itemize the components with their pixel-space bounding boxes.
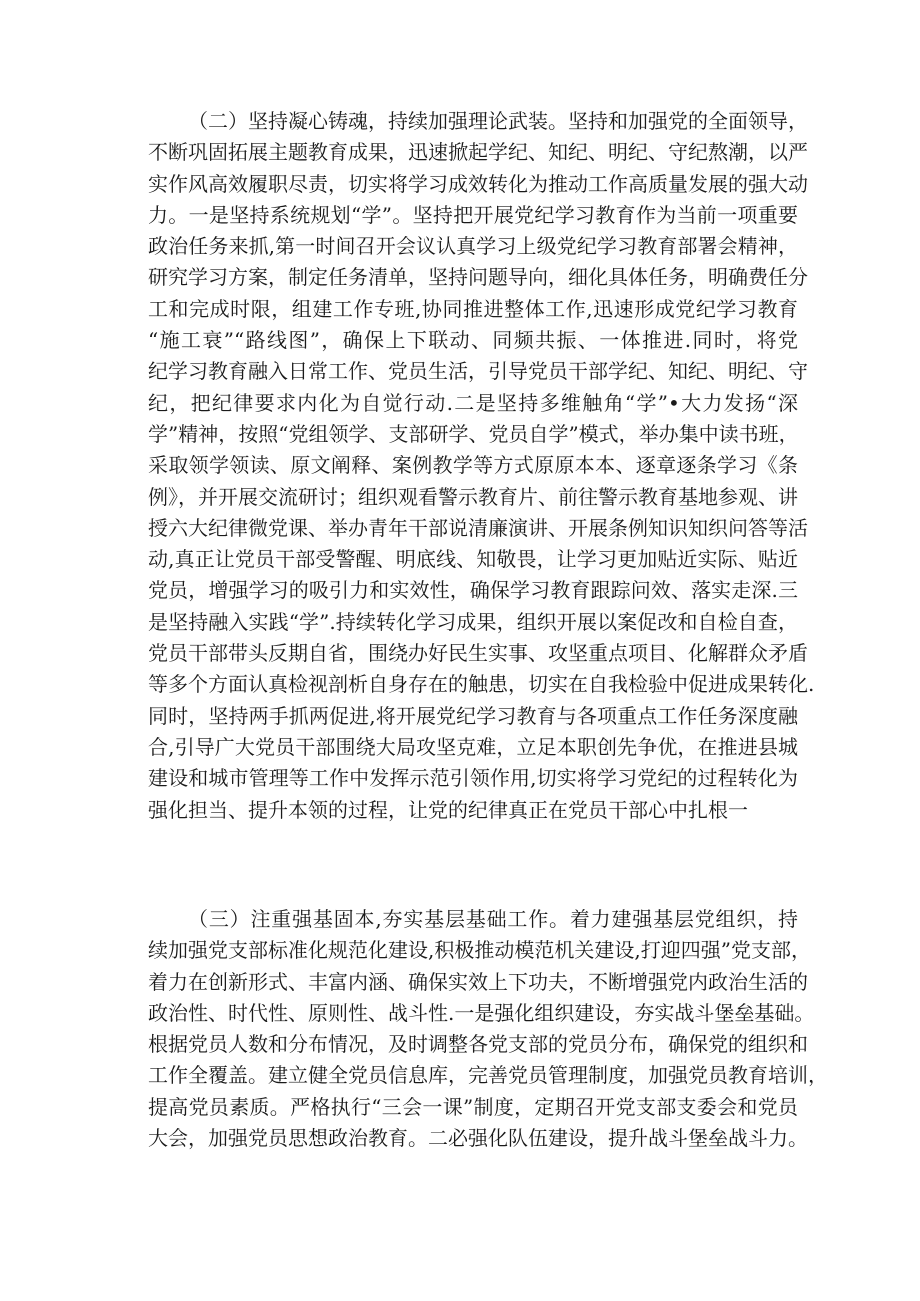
text-line: 续加强党支部标准化规范化建设,积极推动模范机关建设,打迎四强”党支部， — [148, 938, 811, 963]
text-line: （二）坚持凝心铸魂，持续加强理论武装。坚持和加强党的全面领导， — [188, 109, 808, 133]
text-line: 纪，把纪律要求内化为自觉行动.二是坚持多维触角“学”•大力发扬“深 — [148, 390, 798, 415]
text-line: 实作风高效履职尽责，切实将学习成效转化为推动工作高质量发展的强大动 — [148, 171, 808, 196]
text-line: 建设和城市管理等工作中发挥示范引领作用,切实将学习党纪的过程转化为 — [148, 766, 798, 791]
text-line: “施工衰”“路线图”，确保上下联动、同频共振、一体推进.同时，将党 — [148, 328, 798, 353]
text-line: 政治性、时代性、原则性、战斗性.一是强化组织建设，夯实战斗堡垒基础。 — [148, 1000, 815, 1025]
text-line: 不断巩固拓展主题教育成果，迅速掀起学纪、知纪、明纪、守纪熬潮，以严 — [148, 140, 808, 165]
text-line: 同时，坚持两手抓两促进,将开展党纪学习教育与各项重点工作任务深度融 — [148, 703, 798, 728]
text-line: 采取领学领读、原文阐释、案例教学等方式原原本本、逐章逐条学习《条 — [148, 453, 798, 478]
text-line: 例》，并开展交流研讨；组织观看警示教育片、前往警示教育基地参观、讲 — [148, 484, 798, 509]
text-line: 等多个方面认真检视剖析自身存在的触患，切实在自我检验中促进成果转化. — [148, 672, 815, 697]
text-line: 研究学习方案，制定任务清单，坚持问题导向，细化具体任务，明确费任分 — [148, 265, 808, 290]
text-line: 提高党员素质。严格执行“三会一课”制度，定期召开党支部支委会和党员 — [148, 1094, 798, 1119]
text-line: 党员干部带头反期自省，围绕办好民生实事、攻坚重点项目、化解群众矛盾 — [148, 641, 808, 666]
text-line: 学”精神，按照“党组领学、支部研学、党员自学”模式，举办集中读书班， — [148, 421, 799, 446]
text-line: 动,真正让党员干部受警醒、明底线、知敬畏，让学习更加贴近实际、贴近 — [148, 547, 798, 572]
text-line: 大会，加强党员思想政治教育。二必强化队伍建设，提升战斗堡垒战斗力。 — [148, 1126, 808, 1151]
text-line: 工作全覆盖。建立健全党员信息库，完善党员管理制度，加强党员教育培训， — [148, 1063, 828, 1088]
text-line: 合,引导广大党员干部围绕大局攻坚克难，立足本职创先争优，在推进县城 — [148, 734, 798, 759]
text-line: 纪学习教育融入日常工作、党员生活，引导党员干部学纪、知纪、明纪、守 — [148, 359, 808, 384]
text-line: 党员，增强学习的吸引力和实效性，确保学习教育跟踪问效、落实走深.三 — [148, 578, 798, 603]
text-line: （三）注重强基固本,夯实基层基础工作。着力建强基层党组织，持 — [188, 907, 798, 931]
text-line: 政治任务来抓,第一时间召开会议认真学习上级党纪学习教育部署会精神， — [148, 234, 798, 259]
paragraph-section-3 — [148, 904, 828, 1154]
text-line: 根据党员人数和分布情况，及时调整各党支部的党员分布，确保党的组织和 — [148, 1032, 808, 1057]
text-line: 力。一是坚持系统规划“学”。坚持把开展党纪学习教育作为当前一项重要 — [148, 202, 798, 227]
text-line: 强化担当、提升本领的过程，让党的纪律真正在党员干部心中扎根一 — [148, 797, 748, 822]
text-line: 是坚持融入实践“学”.持续转化学习成果，组织开展以案促改和自检自查， — [148, 609, 798, 634]
text-line: 着力在创新形式、丰富内涵、确保实效上下功夫，不断增强党内政治生活的 — [148, 969, 808, 994]
text-line: 授六大纪律微党课、举办青年干部说清廉演讲、开展条例知识知织问答等活 — [148, 515, 808, 540]
text-line: 工和完成时限，组建工作专班,协同推进整体工作,迅速形成党纪学习教育 — [148, 296, 798, 321]
paragraph-section-2 — [148, 106, 815, 826]
